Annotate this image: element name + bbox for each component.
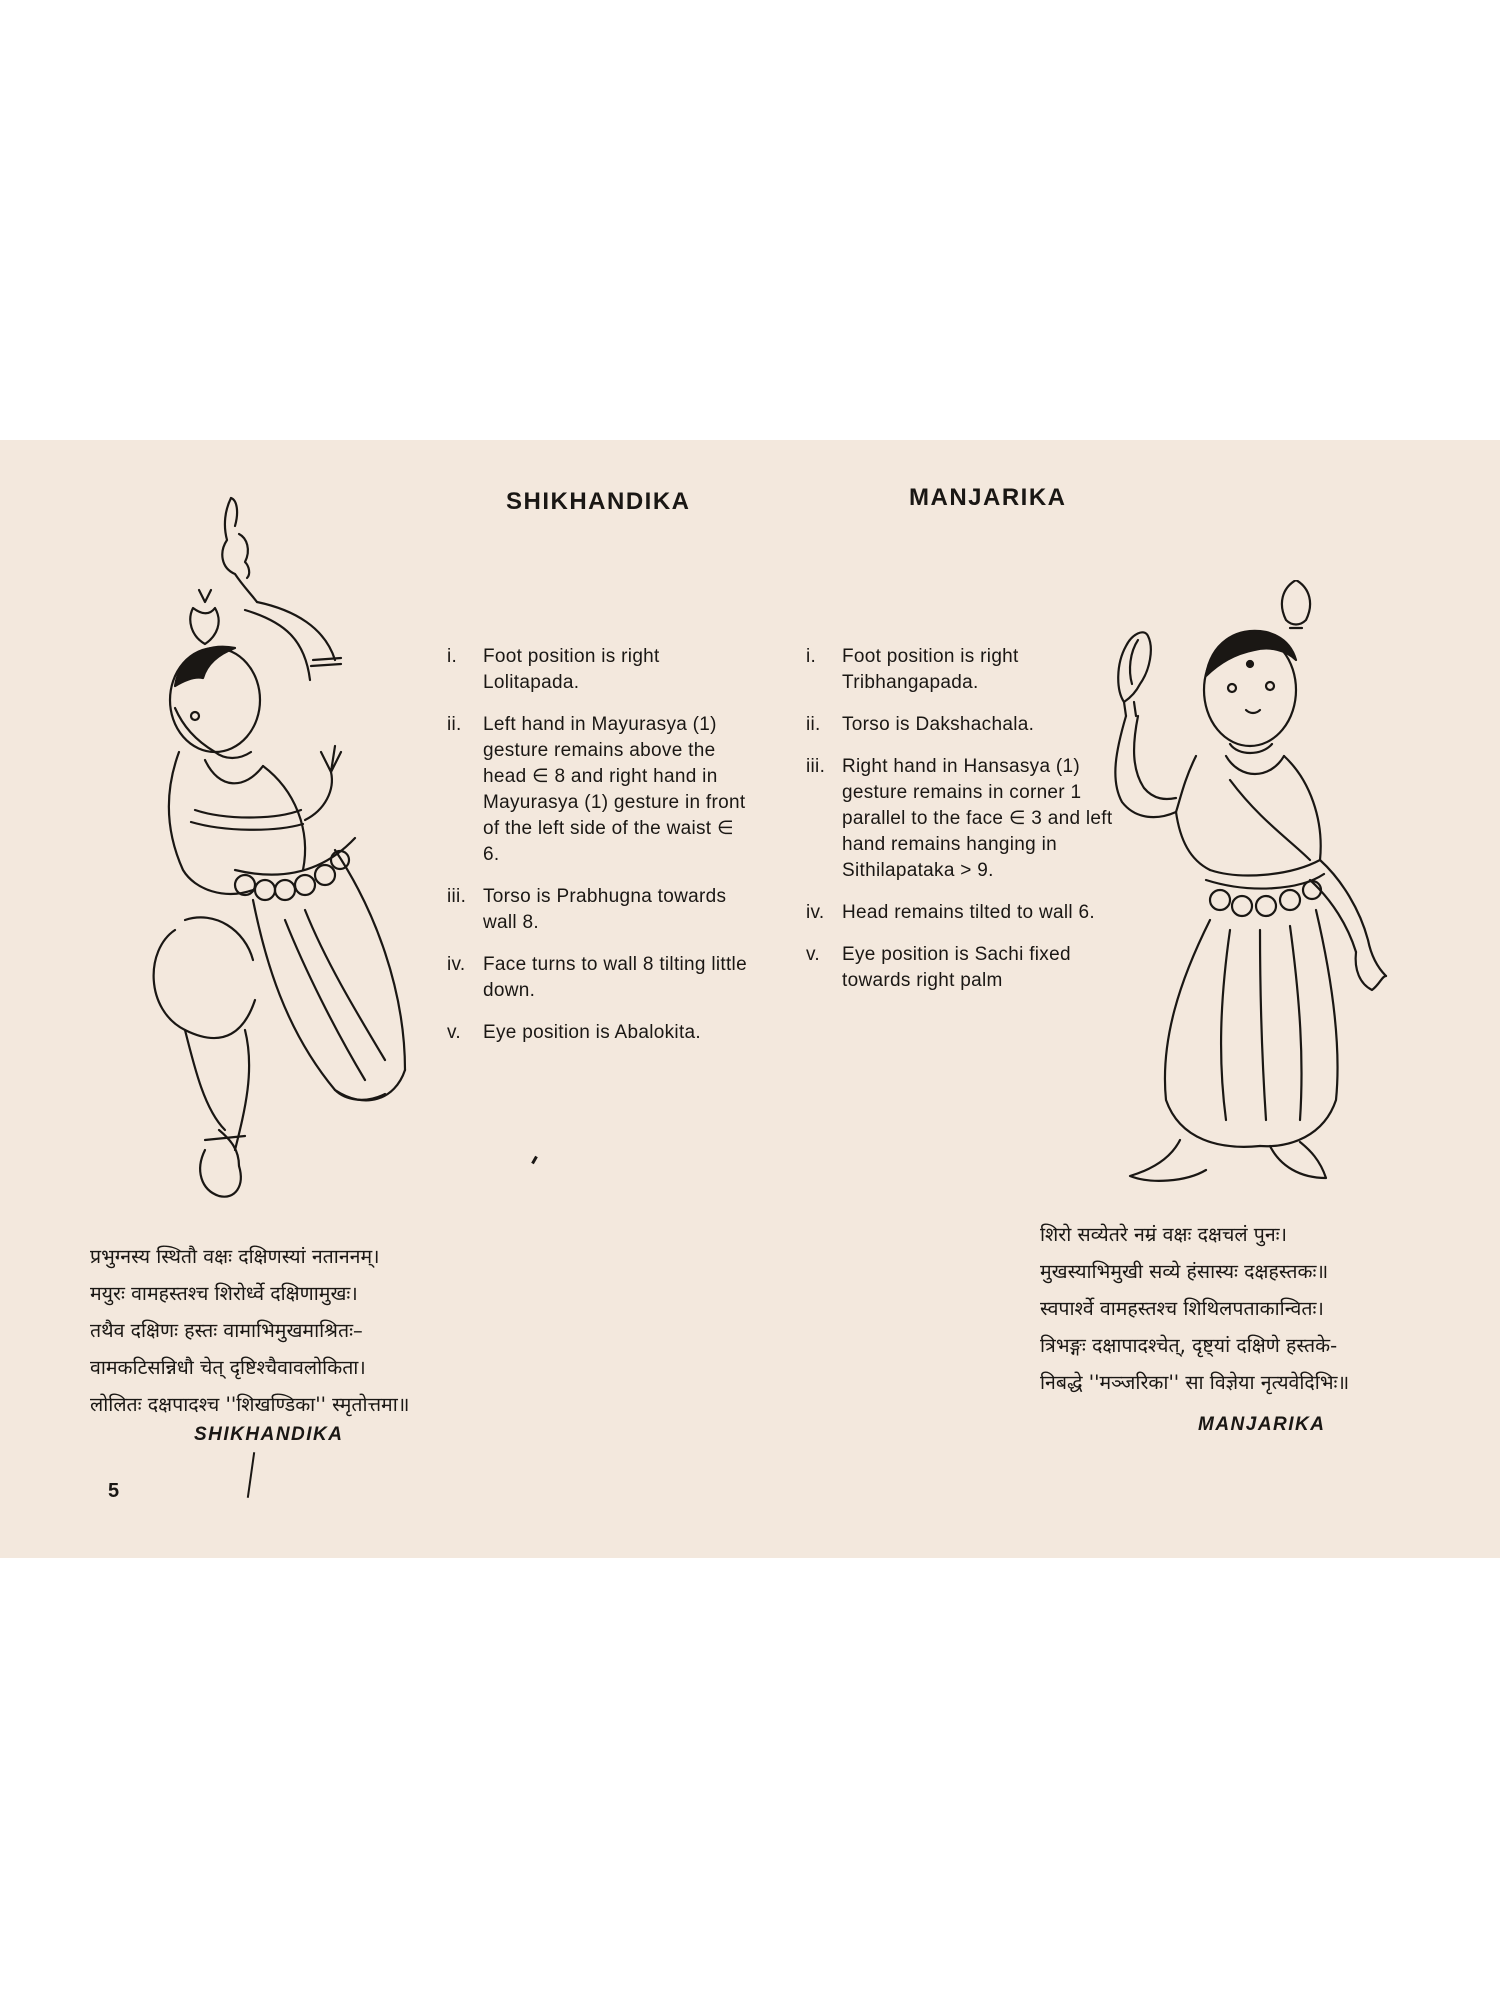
list-item <box>447 1020 747 1046</box>
list-item-number: ii. <box>806 714 821 735</box>
verse-line: प्रभुग्नस्य स्थितौ वक्षः दक्षिणस्यां नताननम्। <box>90 1245 380 1268</box>
verse-line: त्रिभङ्गः दक्षापादश्चेत्, दृष्ट्यां दक्षिणे हस्तके- <box>1040 1334 1338 1357</box>
list-item-text: Eye position is Sachi fixed towards right palm <box>842 944 1071 991</box>
stray-mark <box>247 1452 255 1498</box>
verse-line: मुखस्याभिमुखी सव्ये हंसास्यः दक्षहस्तकः॥ <box>1040 1260 1329 1283</box>
list-item-text: Head remains tilted to wall 6. <box>842 902 1095 923</box>
verse-line: वामकटिसन्निधौ चेत् दृष्टिश्चैवावलोकिता। <box>90 1356 366 1379</box>
list-item-number: iii. <box>806 756 826 777</box>
list-item-number: v. <box>806 944 820 965</box>
list-item <box>806 712 1116 738</box>
verse-line: लोलितः दक्षपादश्च ''शिखण्डिका'' स्मृतोत्तमा॥ <box>90 1393 410 1416</box>
list-item <box>447 884 747 936</box>
book-page <box>0 440 1500 1558</box>
list-item-number: iv. <box>447 954 466 975</box>
list-item-text: Right hand in Hansasya (1) gesture remains in corner 1 parallel to the face ∈ 3 and left hand remains hanging in Sithilapataka > 9. <box>842 756 1113 881</box>
list-item-text: Torso is Prabhugna towards wall 8. <box>483 886 727 933</box>
list-item <box>806 900 1116 926</box>
list-item-text: Eye position is Abalokita. <box>483 1022 701 1043</box>
shikhandika-dancer-illustration <box>135 490 445 1220</box>
list-item-number: i. <box>806 646 817 667</box>
manjarika-heading: MANJARIKA <box>909 484 1067 511</box>
page-number: 5 <box>108 1480 120 1502</box>
shikhandika-heading: SHIKHANDIKA <box>506 488 691 515</box>
shikhandika-caption: SHIKHANDIKA <box>194 1424 344 1445</box>
manjarika-sanskrit-verse <box>1040 1216 1349 1401</box>
verse-line: शिरो सव्येतरे नम्रं वक्षः दक्षचलं पुनः। <box>1040 1223 1287 1246</box>
list-item <box>806 754 1116 884</box>
list-item-number: v. <box>447 1022 461 1043</box>
shikhandika-steps-list <box>447 644 747 1062</box>
verse-line: निबद्धे ''मञ्जरिका'' सा विज्ञेया नृत्यवेदिभिः॥ <box>1040 1371 1350 1394</box>
list-item <box>447 644 747 696</box>
list-item-text: Left hand in Mayurasya (1) gesture remains above the head ∈ 8 and right hand in Mayurasya (1) gesture in front of the left side of the waist ∈ 6. <box>483 714 746 865</box>
stray-mark <box>531 1156 538 1164</box>
list-item <box>447 712 747 868</box>
list-item-text: Torso is Dakshachala. <box>842 714 1035 735</box>
list-item-number: iii. <box>447 886 467 907</box>
list-item-text: Face turns to wall 8 tilting little down. <box>483 954 747 1001</box>
verse-line: तथैव दक्षिणः हस्तः वामाभिमुखमाश्रितः– <box>90 1319 363 1342</box>
list-item-number: i. <box>447 646 458 667</box>
list-item <box>806 644 1116 696</box>
manjarika-dancer-illustration <box>1110 580 1390 1220</box>
list-item-text: Foot position is right Tribhangapada. <box>842 646 1019 693</box>
list-item-number: iv. <box>806 902 825 923</box>
list-item-text: Foot position is right Lolitapada. <box>483 646 660 693</box>
shikhandika-sanskrit-verse <box>90 1238 409 1423</box>
list-item-number: ii. <box>447 714 462 735</box>
verse-line: मयुरः वामहस्तश्च शिरोर्ध्वे दक्षिणामुखः। <box>90 1282 358 1305</box>
manjarika-steps-list <box>806 644 1116 1010</box>
manjarika-caption: MANJARIKA <box>1198 1414 1326 1435</box>
list-item <box>447 952 747 1004</box>
list-item <box>806 942 1116 994</box>
verse-line: स्वपार्श्वे वामहस्तश्च शिथिलपताकान्वितः। <box>1040 1297 1324 1320</box>
